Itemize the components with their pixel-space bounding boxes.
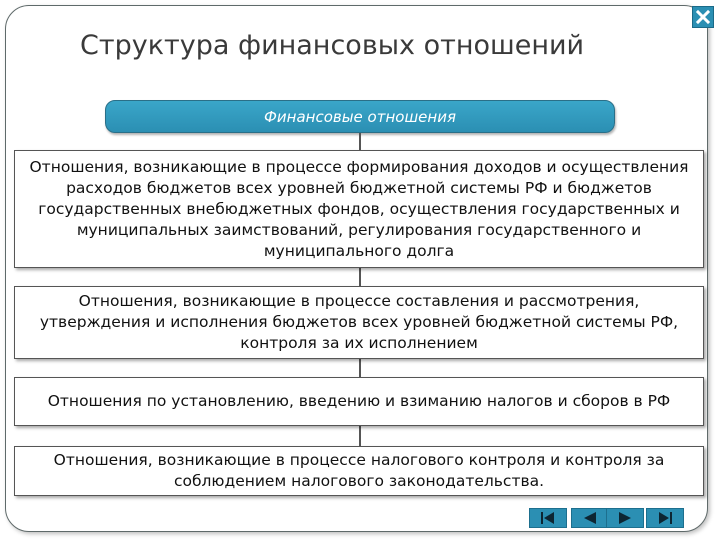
next-slide-button[interactable] [606,508,644,528]
connector-line [359,359,361,377]
last-slide-icon [647,509,683,527]
first-slide-button[interactable] [529,508,567,528]
previous-slide-icon [572,509,608,527]
first-slide-icon [530,509,566,527]
close-button[interactable] [692,6,714,28]
diagram-node-3: Отношения по установлению, введению и взиманию налогов и сборов в РФ [14,377,704,426]
previous-slide-button[interactable] [571,508,609,528]
next-slide-icon [607,509,643,527]
diagram-root-node: Финансовые отношения [105,100,615,133]
diagram-node-2: Отношения, возникающие в процессе составления и рассмотрения, утверждения и исполнения бюджетов всех уровней бюджетной системы РФ, контроля за их исполнением [14,286,704,359]
connector-line [359,268,361,286]
diagram-node-1: Отношения, возникающие в процессе формирования доходов и осуществления расходов бюджетов всех уровней бюджетной системы РФ и бюджетов государственных внебюджетных фондов, осуществления государственных и муниципальных заимствований, регулирования государственного и муниципального долга [14,150,704,268]
connector-line [359,426,361,446]
connector-line [359,133,361,150]
diagram-node-4: Отношения, возникающие в процессе налогового контроля и контроля за соблюдением налогового законодательства. [14,446,704,496]
page-title: Структура финансовых отношений [80,30,585,61]
last-slide-button[interactable] [646,508,684,528]
close-icon [693,7,713,27]
